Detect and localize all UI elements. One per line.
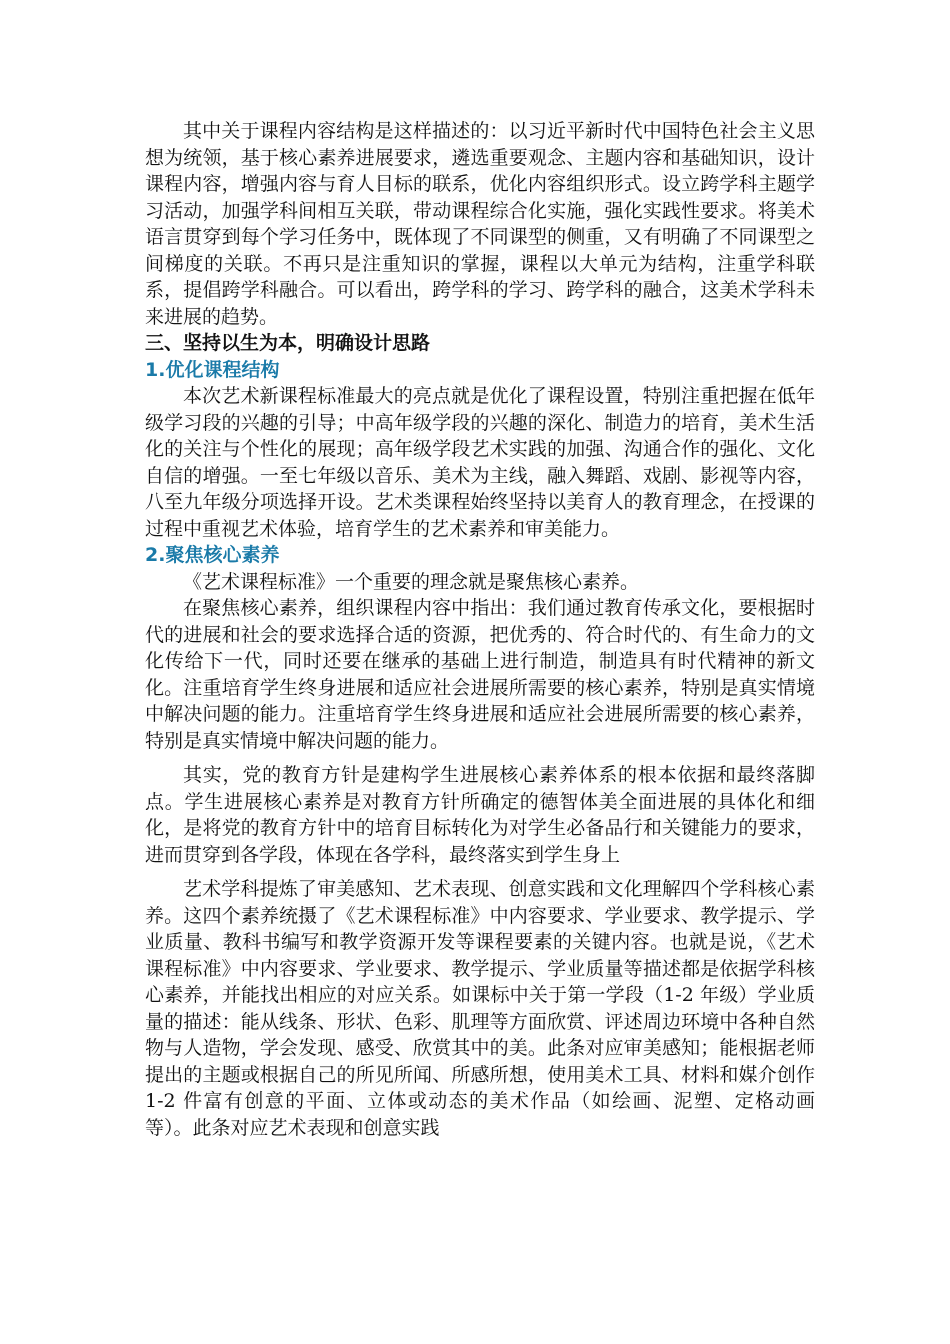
subsection-2-paragraph-1: 《艺术课程标准》一个重要的理念就是聚焦核心素养。 <box>183 570 640 593</box>
subsection-2-paragraph-2: 在聚焦核心素养，组织课程内容中指出：我们通过教育传承文化，要根据时代的进展和社会的要求选择合适的资源，把优秀的、符合时代的、有生命力的文化传给下一代，同时还要在继承的基础上进行制造，制造具有时代精神的新文化。注重培育学生终身进展和适应社会进展所需要的核心素养，特别是真实情境中解决问题的能力。注重培育学生终身进展和适应社会进展所需要的核心素养，特别是真实情境中解决问题的能力。 <box>145 597 815 752</box>
subsection-1-heading: 1.优化课程结构 <box>145 358 280 381</box>
subsection-2-paragraph-3: 其实，党的教育方针是建构学生进展核心素养体系的根本依据和最终落脚点。学生进展核心素养是对教育方针所确定的德智体美全面进展的具体化和细化，是将党的教育方针中的培育目标转化为对学生必备品行和关键能力的要求，进而贯穿到各学段，体现在各学科，最终落实到学生身上 <box>145 764 815 866</box>
subsection-2-heading: 2.聚焦核心素养 <box>145 544 280 566</box>
subsection-1-paragraph: 本次艺术新课程标准最大的亮点就是优化了课程设置，特别注重把握在低年级学习段的兴趣的引导；中高年级学段的兴趣的深化、制造力的培育，美术生活化的关注与个性化的展现；高年级学段艺术实践的加强、沟通合作的强化、文化自信的增强。一至七年级以音乐、美术为主线，融入舞蹈、戏剧、影视等内容，八至九年级分项选择开设。艺术类课程始终坚持以美育人的教育理念，在授课的过程中重视艺术体验，培育学生的艺术素养和审美能力。 <box>145 385 815 540</box>
subsection-2-paragraph-4: 艺术学科提炼了审美感知、艺术表现、创意实践和文化理解四个学科核心素养。这四个素养统摄了《艺术课程标准》中内容要求、学业要求、教学提示、学业质量、教科书编写和教学资源开发等课程要素的关键内容。也就是说，《艺术课程标准》中内容要求、学业要求、教学提示、学业质量等描述都是依据学科核心素养，并能找出相应的对应关系。如课标中关于第一学段（1-2 年级）学业质量的描述：能从线条、形状、色彩、肌理等方面欣赏、评述周边环境中各种自然物与人造物，学会发现、感受、欣赏其中的美。此条对应审美感知；能根据老师提出的主题或根据自己的所见所闻、所感所想，使用美术工具、材料和媒介创作 1-2 件富有创意的平面、立体或动态的美术作品（如绘画、泥塑、定格动画等）。此条对应艺术表现和创意实践 <box>145 878 815 1139</box>
document-page <box>145 118 815 1141</box>
section-3-heading: 三、坚持以生为本，明确设计思路 <box>145 332 431 354</box>
intro-paragraph: 其中关于课程内容结构是这样描述的：以习近平新时代中国特色社会主义思想为统领，基于核心素养进展要求，遴选重要观念、主题内容和基础知识，设计课程内容，增强内容与育人目标的联系，优化内容组织形式。设立跨学科主题学习活动，加强学科间相互关联，带动课程综合化实施，强化实践性要求。将美术语言贯穿到每个学习任务中，既体现了不同课型的侧重，又有明确了不同课型之间梯度的关联。不再只是注重知识的掌握，课程以大单元为结构，注重学科联系，提倡跨学科融合。可以看出，跨学科的学习、跨学科的融合，这美术学科未来进展的趋势。 <box>145 120 815 328</box>
